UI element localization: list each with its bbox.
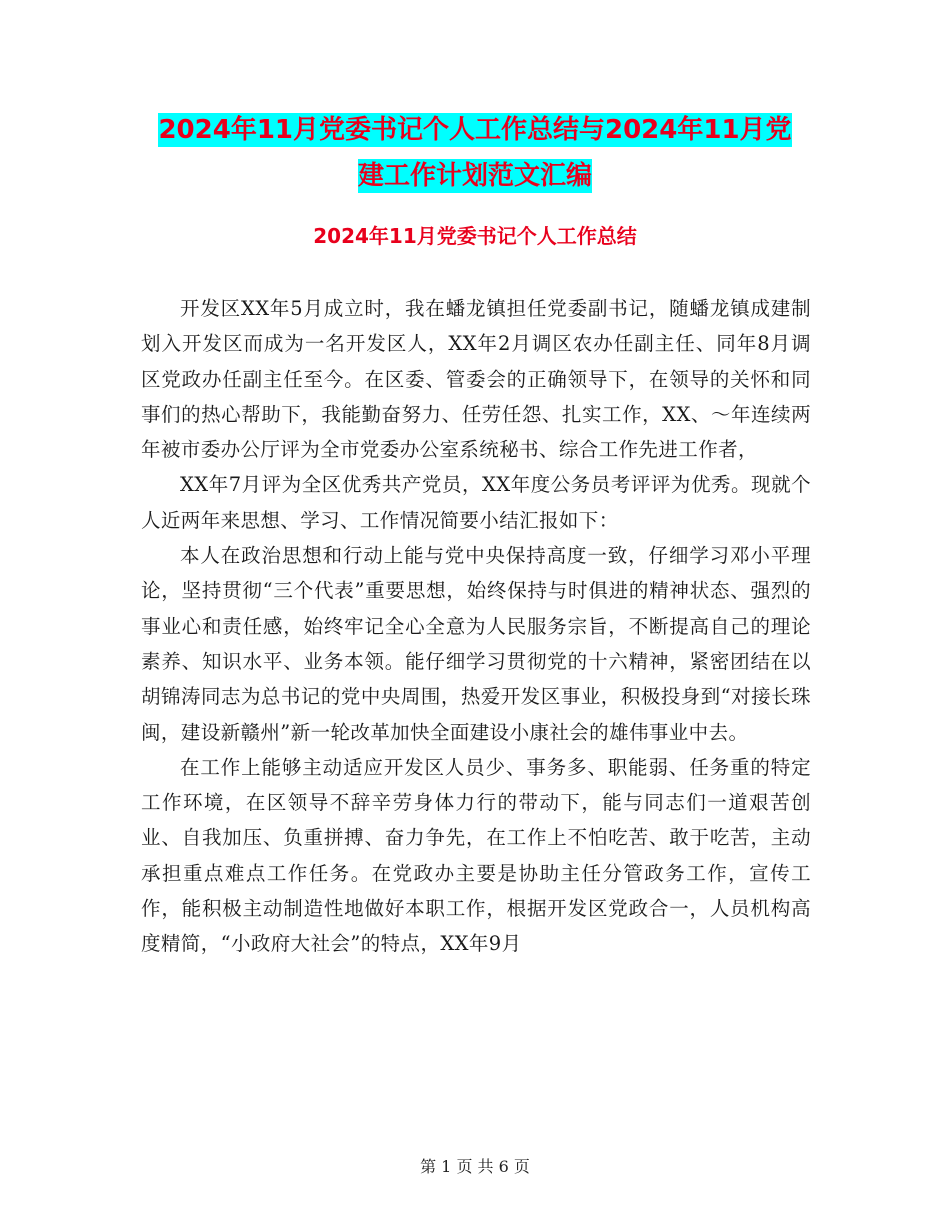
document-title-line-2: 建工作计划范文汇编 [357, 161, 592, 191]
body-paragraph: 在工作上能够主动适应开发区人员少、事务多、职能弱、任务重的特定工作环境，在区领导不辞辛劳身体力行的带动下，能与同志们一道艰苦创业、自我加压、负重拼搏、奋力争先，在工作上不怕吃苦、敢于吃苦，主动承担重点难点工作任务。在党政办主要是协助主任分管政务工作，宣传工作，能积极主动制造性地做好本职工作，根据开发区党政合一，人员机构高度精简，“小政府大社会”的特点，XX年9月 [141, 755, 811, 956]
document-body [141, 291, 811, 962]
body-paragraph: 开发区XX年5月成立时，我在蟠龙镇担任党委副书记，随蟠龙镇成建制划入开发区而成为一名开发区人，XX年2月调区农办任副主任、同年8月调区党政办任副主任至今。在区委、管委会的正确领导下，在领导的关怀和同事们的热心帮助下，我能勤奋努力、任劳任怨、扎实工作，XX、～年连续两年被市委办公厅评为全市党委办公室系统秘书、综合工作先进工作者， [141, 297, 811, 462]
body-paragraph: XX年7月评为全区优秀共产党员，XX年度公务员考评评为优秀。现就个人近两年来思想、学习、工作情况简要小结汇报如下： [141, 473, 811, 532]
document-title [120, 107, 830, 199]
body-paragraph: 本人在政治思想和行动上能与党中央保持高度一致，仔细学习邓小平理论，坚持贯彻“三个代表”重要思想，始终保持与时俱进的精神状态、强烈的事业心和责任感，始终牢记全心全意为人民服务宗旨，不断提高自己的理论素养、知识水平、业务本领。能仔细学习贯彻党的十六精神，紧密团结在以胡锦涛同志为总书记的党中央周围，热爱开发区事业，积极投身到“对接长珠闽，建设新赣州”新一轮改革加快全面建设小康社会的雄伟事业中去。 [141, 544, 811, 744]
section-title: 2024年11月党委书记个人工作总结 [313, 224, 637, 248]
page-footer: 第 1 页 共 6 页 [420, 1157, 530, 1176]
document-title-line-1: 2024年11月党委书记个人工作总结与2024年11月党 [158, 115, 792, 145]
